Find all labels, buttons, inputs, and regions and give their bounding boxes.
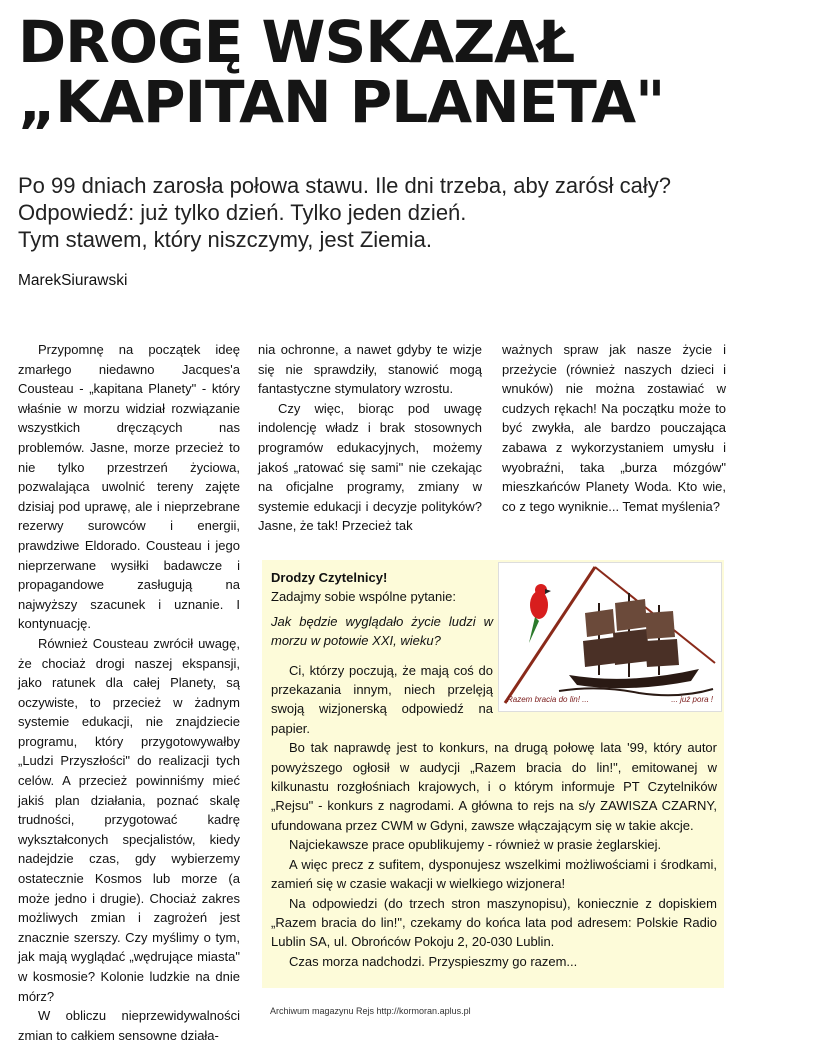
paragraph: Przypomnę na początek ideę zmarłego niedawno Jacques'a Cousteau - „kapitana Planety" - który właśnie w morzu widział rozwiązanie wszystkich dręczących nas problemów. Jasne, morze przecież to nie tylko przestrzeń życiowa, pozwalająca uwolnić tereny zajęte dzisiaj pod uprawę, ale i nieprzebrane rezerwy surowców i energii, prawdziwe Eldorado. Cousteau i jego nieprzerwane wysiłki badawcze i propagandowe zasługują na najwyższy szacunek i uznanie. I kontynuację.: [18, 342, 240, 632]
paragraph: ważnych spraw jak nasze życie i przeżycie (również naszych dzieci i wnuków) nie można zostawiać w cudzych rękach! Na początku może to być zwykła, ale bardzo pouczająca zabawa z wykorzystaniem umysłu i wyobraźni, taka „burza mózgów" mieszkańców Planety Woda. Kto wie, co z tego wyniknie... Temat myślenia?: [502, 342, 726, 514]
contest-box-top: [271, 568, 493, 738]
paragraph: Na odpowiedzi (do trzech stron maszynopisu), koniecznie z dopiskiem „Razem bracia do lin!", czekamy do końca lata pod adresem: Polskie Radio Lublin SA, ul. Obrońców Pokoju 2, 20-030 Lublin.: [271, 895, 717, 950]
paragraph: Ci, którzy poczują, że mają coś do przekazania innym, niech przelęją swoją wizjonerską odpowiedź na papier.: [271, 662, 493, 736]
text-column-2: [258, 340, 482, 536]
lead-line-1: Po 99 dniach zarosła połowa stawu. Ile dni trzeba, aby zarósł cały?: [18, 173, 672, 198]
paragraph: Czas morza nadchodzi. Przyspieszmy go razem...: [289, 953, 578, 969]
paragraph: Czy więc, biorąc pod uwagę indolencję władz i brak stosownych programów edukacyjnych, możemy jakoś „ratować się sami" nie czekając na oficjalne programy, zmiany w systemie edukacji i decyzje polityków? Jasne, że tak! Przecież tak: [258, 400, 482, 534]
illustration-caption-right: ... już pora !: [671, 695, 713, 704]
article-title: [18, 8, 818, 136]
paragraph: Najciekawsze prace opublikujemy - również w prasie żeglarskiej.: [289, 837, 662, 853]
title-line-2: „KAPITAN PLANETA": [18, 68, 665, 136]
ship-drawing: [499, 563, 721, 711]
paragraph: Bo tak naprawdę jest to konkurs, na drugą połowę lata '99, który autor powyższego ogłosił w audycji „Razem bracia do lin!", emitowanej w kilkunastu rozgłośniach krajowych, i o którym informuje PT Czytelników „Rejsu" - konkurs z nagrodami. A główna to rejs na s/y ZAWISZA CZARNY, ufundowana przez CWM w Gdyni, zawsze włączającym się w takie akcje.: [271, 740, 717, 833]
paragraph: A więc precz z sufitem, dysponujesz wszelkimi możliwościami i środkami, zamień się w czasie wakacji w wielkiego wizjonera!: [271, 856, 717, 892]
title-line-1: DROGĘ WSKAZAŁ: [18, 8, 575, 76]
text-column-3: [502, 340, 726, 516]
parrot-icon: [529, 584, 551, 643]
text-column-1: [18, 340, 240, 1045]
author-name: MarekSiurawski: [18, 272, 128, 289]
paragraph: nia ochronne, a nawet gdyby te wizje się nie sprawdziły, stanowić mogą fantastyczne stymulatory wzrostu.: [258, 342, 482, 397]
illustration-caption-left: Razem bracia do lin! ...: [507, 695, 589, 704]
paragraph: W obliczu nieprzewidywalności zmian to całkiem sensowne działa-: [18, 1008, 240, 1043]
lead-line-3: Tym stawem, który niszczymy, jest Ziemia.: [18, 227, 432, 252]
box-question: Jak będzie wyglądało życie ludzi w morzu w potowie XXI, wieku?: [271, 613, 493, 649]
paragraph: Również Cousteau zwrócił uwagę, że chociaż drogi naszej ekspansji, jako ratunek dla całej Planety, są oczywiste, to przecież w żadnym systemie edukacji, nie znajdziecie programu, który przygotowywałby „Ludzi Przyszłości" do realizacji tych celów. A przecież powinniśmy mieć jakiś plan działania, poznać skalę trudności, przygotować kadrę wykształconych specjalistów, kiedy nadejdzie czas, gdy wybierzemy ostatecznie Kosmos lub morze (a może jedno i drugie). Chociaż zakres możliwych zmian i zagrożeń jest znacznie szerszy. Czy myślimy o tym, jak mają wyglądać „wędrujące miasta" w kosmosie? Kolonie ludzkie na dnie mórz?: [18, 635, 240, 1004]
lead-line-2: Odpowiedź: już tylko dzień. Tylko jeden dzień.: [18, 200, 467, 225]
archive-footer: Archiwum magazynu Rejs http://kormoran.aplus.pl: [270, 1006, 471, 1016]
box-heading: Drodzy Czytelnicy!: [271, 570, 388, 585]
ship-parrot-illustration: [498, 562, 722, 712]
box-intro: Zadajmy sobie wspólne pytanie:: [271, 589, 456, 605]
lead-paragraph: [18, 172, 818, 253]
